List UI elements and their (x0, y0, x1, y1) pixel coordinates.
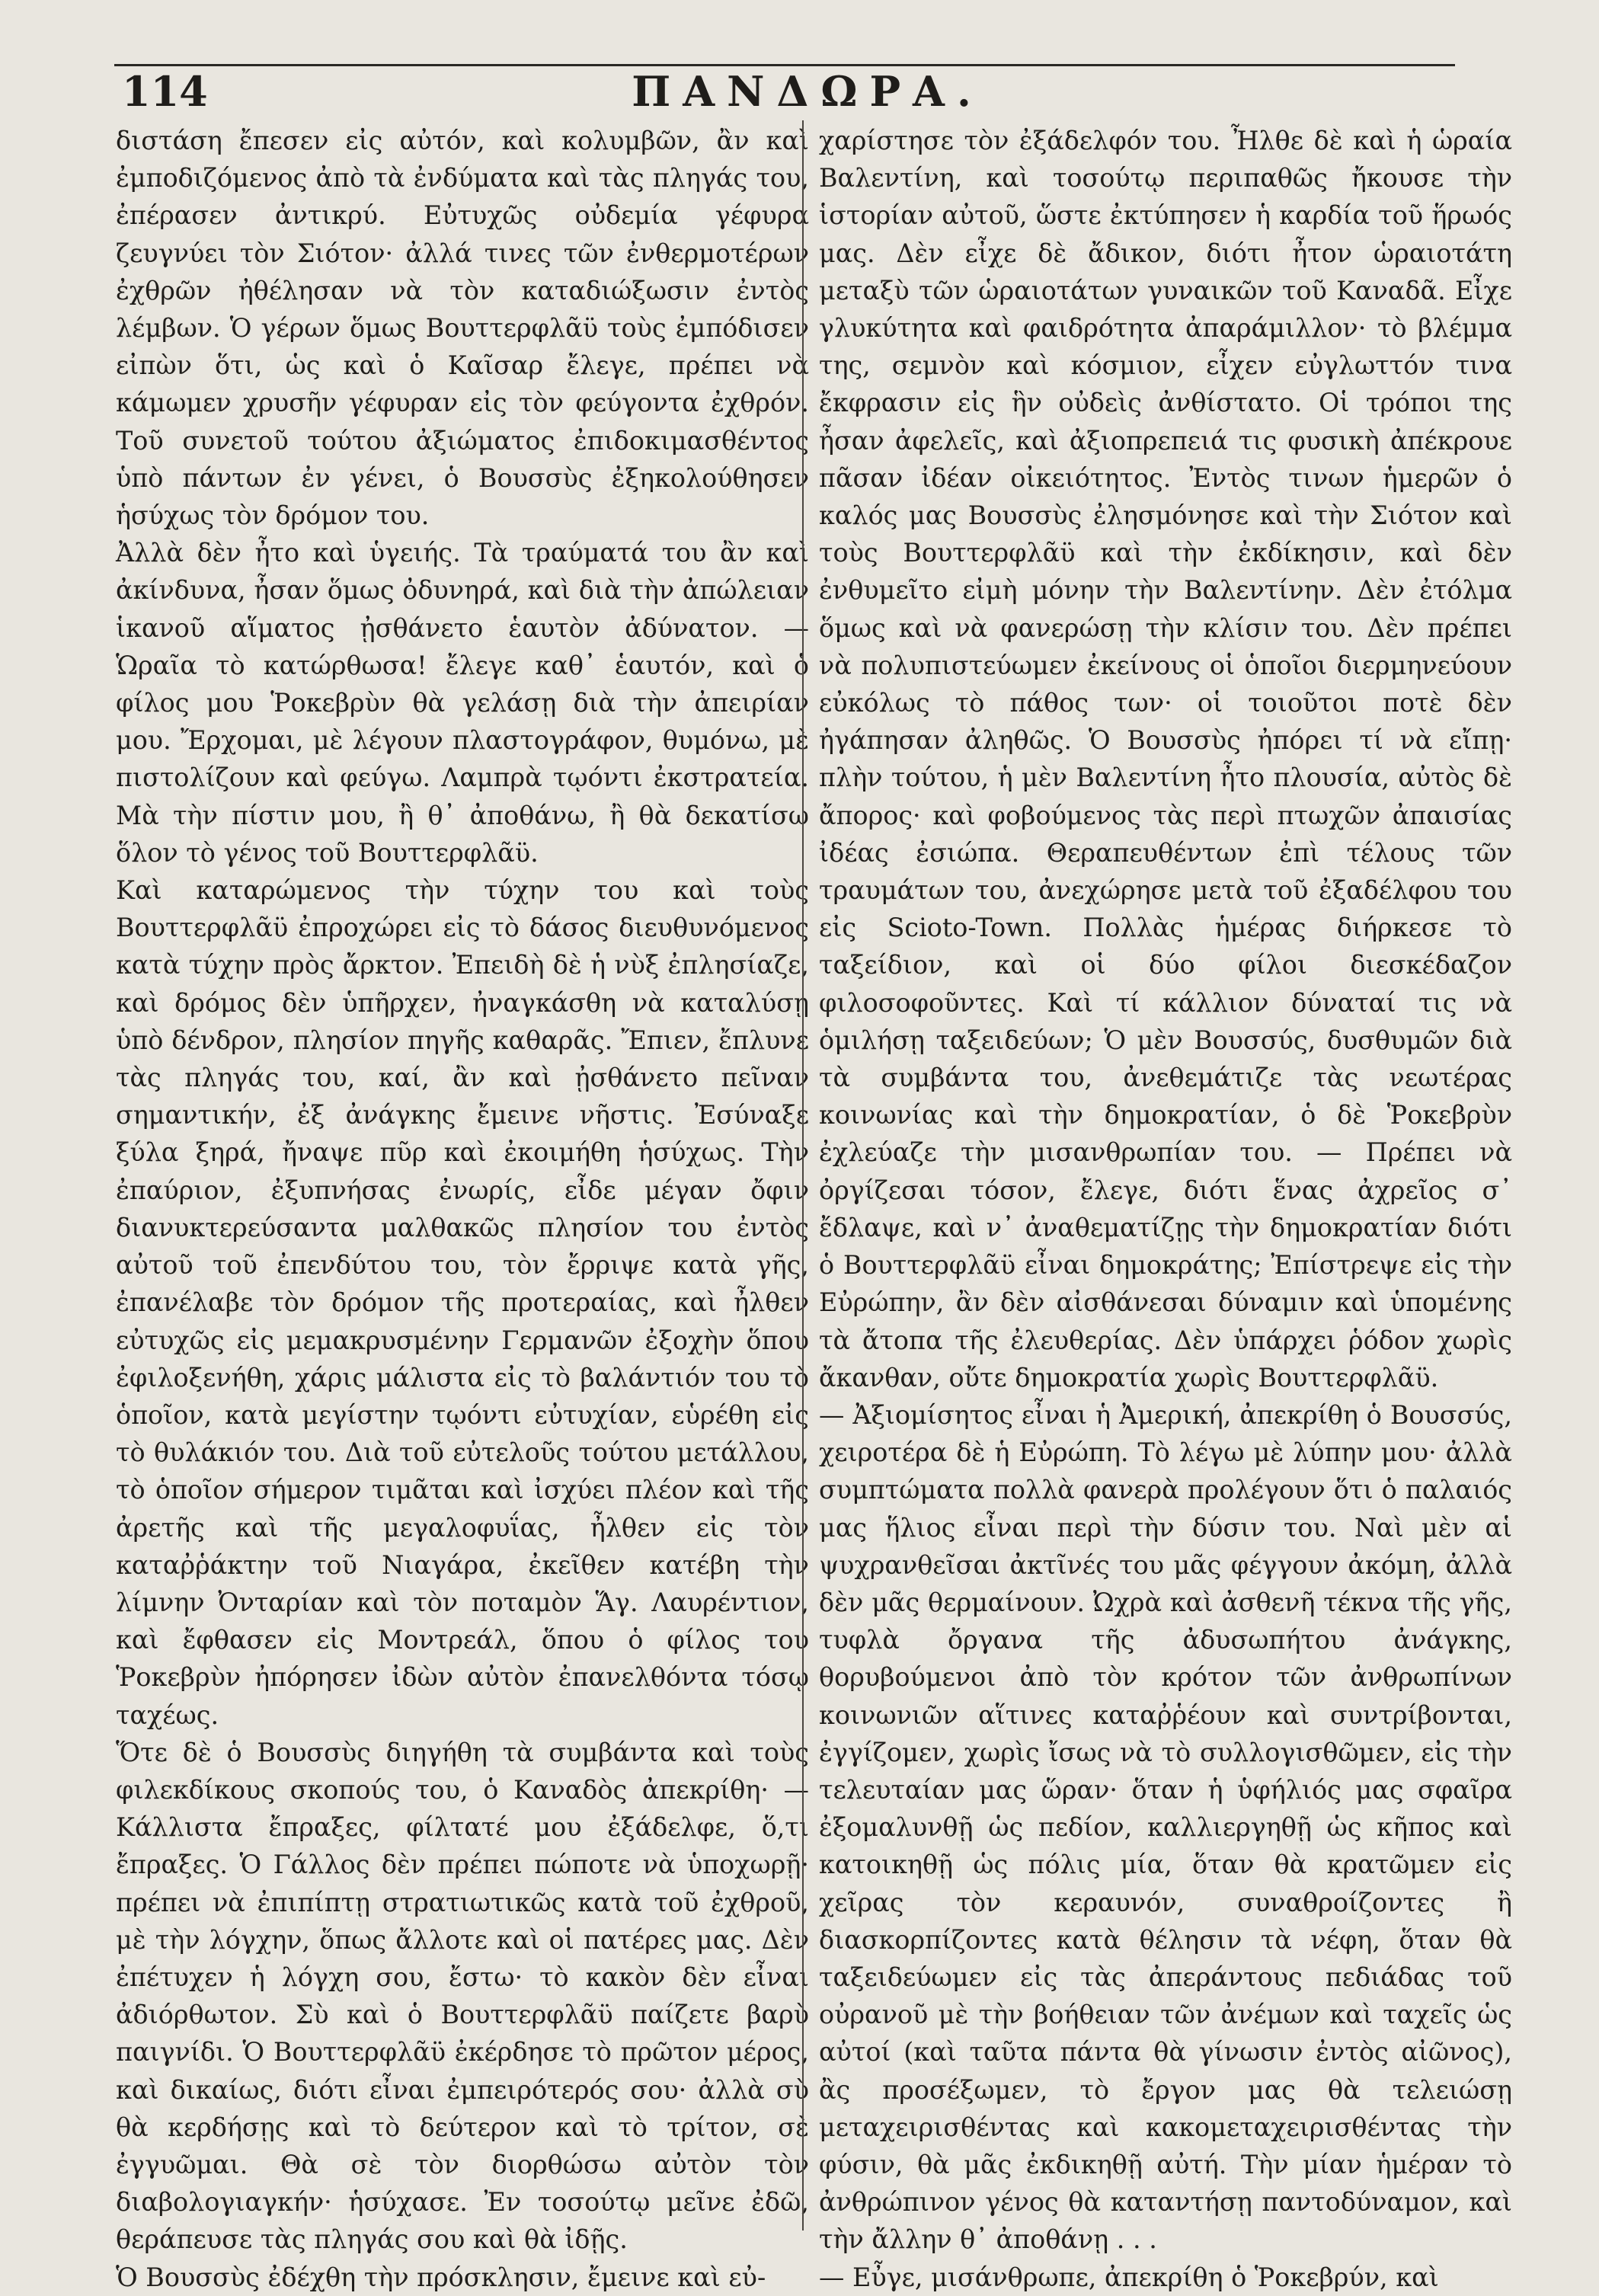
paragraph: — Ἀξιομίσητος εἶναι ἡ Ἀμερική, ἀπεκρίθη ὁ Βουσσύς, χειροτέρα δὲ ἡ Εὐρώπη. Τὸ λέγω μὲ λύπην μου· ἀλλὰ συμπτώματα πολλὰ φανερὰ προλέγουν ὅτι ὁ παλαιός μας ἥλιος εἶναι περὶ τὴν δύσιν του. Ναὶ μὲν αἱ ψυχρανθεῖσαι ἀκτῖνές του μᾶς φέγγουν ἀκόμη, ἀλλὰ δὲν μᾶς θερμαίνουν. Ὠχρὰ καὶ ἀσθενῆ τέκνα τῆς γῆς, τυφλὰ ὄργανα τῆς ἀδυσωπήτου ἀνάγκης, θορυβούμενοι ἀπὸ τὸν κρότον τῶν ἀνθρωπίνων κοινωνιῶν αἵτινες καταῤῥέουν καὶ συντρίβονται, ἐγγίζομεν, χωρὶς ἴσως νὰ τὸ συλλογισθῶμεν, εἰς τὴν τελευταίαν μας ὥραν· ὅταν ἡ ὑφήλιός μας σφαῖρα ἐξομαλυνθῇ ὡς πεδίον, καλλιεργηθῇ ὡς κῆπος καὶ κατοικηθῇ ὡς πόλις μία, ὅταν θὰ κρατῶμεν εἰς χεῖρας τὸν κεραυνόν, συναθροίζοντες ἢ διασκορπίζοντες κατὰ θέλησιν τὰ νέφη, ὅταν θὰ ταξειδεύωμεν εἰς τὰς ἀπεράντους πεδιάδας τοῦ οὐρανοῦ μὲ τὴν βοήθειαν τῶν ἀνέμων καὶ ταχεῖς ὡς αὐτοί (καὶ ταῦτα πάντα θὰ γίνωσιν ἐντὸς αἰῶνος), ἂς προσέξωμεν, τὸ ἔργον μας θὰ τελειώσῃ μεταχειρισθέντας καὶ κακομεταχειρισθέντας τὴν φύσιν, θὰ μᾶς ἐκδικηθῇ αὐτή. Τὴν μίαν ἡμέραν τὸ ἀνθρώπινον γένος θὰ καταντήσῃ παντοδύναμον, καὶ τὴν ἄλλην θ᾽ ἀποθάνῃ . . . (819, 1399, 1512, 2255)
running-title: ΠΑΝΔΩΡΑ. (632, 67, 983, 116)
paragraph: Ὅτε δὲ ὁ Βουσσὺς διηγήθη τὰ συμβάντα καὶ τοὺς φιλεκδίκους σκοπούς του, ὁ Καναδὸς ἀπεκρίθη· — Κάλλιστα ἔπραξες, φίλτατέ μου ἐξάδελφε, ὅ,τι ἔπραξες. Ὁ Γάλλος δὲν πρέπει πώποτε νὰ ὑποχωρῇ· πρέπει νὰ ἐπιπίπτῃ στρατιωτικῶς κατὰ τοῦ ἐχθροῦ, μὲ τὴν λόγχην, ὅπως ἄλλοτε καὶ οἱ πατέρες μας. Δὲν ἐπέτυχεν ἡ λόγχη σου, ἔστω· τὸ κακὸν δὲν εἶναι ἀδιόρθωτον. Σὺ καὶ ὁ Βουττερφλᾶϋ παίζετε βαρὺ παιγνίδι. Ὁ Βουττερφλᾶϋ ἐκέρδησε τὸ πρῶτον μέρος, καὶ δικαίως, διότι εἶναι ἐμπειρότερός σου· ἀλλὰ σὺ θὰ κερδήσῃς καὶ τὸ δεύτερον καὶ τὸ τρίτον, σὲ ἐγγυῶμαι. Θὰ σὲ τὸν διορθώσω αὐτὸν τὸν διαβολογιαγκήν· ἡσύχασε. Ἐν τοσούτῳ μεῖνε ἐδῶ, θεράπευσε τὰς πληγάς σου καὶ θὰ ἰδῇς. (116, 1737, 809, 2255)
column-divider (802, 120, 804, 2230)
paragraph: — Εὖγε, μισάνθρωπε, ἀπεκρίθη ὁ Ῥοκεβρύν, καὶ (819, 2262, 1439, 2292)
paragraph: Ἀλλὰ δὲν ἦτο καὶ ὑγειής. Τὰ τραύματά του ἂν καὶ ἀκίνδυνα, ἦσαν ὅμως ὀδυνηρά, καὶ διὰ τὴν ἀπώλειαν ἱκανοῦ αἵματος ᾐσθάνετο ἑαυτὸν ἀδύνατον. — Ὡραῖα τὸ κατώρθωσα! ἔλεγε καθ᾽ ἑαυτόν, καὶ ὁ φίλος μου Ῥοκεβρὺν θὰ γελάσῃ διὰ τὴν ἀπειρίαν μου. Ἔρχομαι, μὲ λέγουν πλαστογράφον, θυμόνω, μὲ πιστολίζουν καὶ φεύγω. Λαμπρὰ τῳόντι ἐκστρατεία. Μὰ τὴν πίστιν μου, ἢ θ᾽ ἀποθάνω, ἢ θὰ δεκατίσω ὅλον τὸ γένος τοῦ Βουττερφλᾶϋ. (116, 538, 809, 868)
paragraph: Ὁ Βουσσὺς ἐδέχθη τὴν πρόσκλησιν, ἔμεινε καὶ εὐ- (116, 2262, 766, 2292)
paragraph: διστάση ἔπεσεν εἰς αὐτόν, καὶ κολυμβῶν, ἂν καὶ ἐμποδιζόμενος ἀπὸ τὰ ἐνδύματα καὶ τὰς πληγάς του, ἐπέρασεν ἀντικρύ. Εὐτυχῶς οὐδεμία γέφυρα ζευγνύει τὸν Σιότον· ἀλλά τινες τῶν ἐνθερμοτέρων ἐχθρῶν ἠθέλησαν νὰ τὸν καταδιώξωσιν ἐντὸς λέμβων. Ὁ γέρων ὅμως Βουττερφλᾶϋ τοὺς ἐμπόδισεν εἰπὼν ὅτι, ὡς καὶ ὁ Καῖσαρ ἔλεγε, πρέπει νὰ κάμωμεν χρυσῆν γέφυραν εἰς τὸν φεύγοντα ἐχθρόν. Τοῦ συνετοῦ τούτου ἀξιώματος ἐπιδοκιμασθέντος ὑπὸ πάντων ἐν γένει, ὁ Βουσσὺς ἐξηκολούθησεν ἡσύχως τὸν δρόμον του. (116, 126, 809, 531)
paragraph: χαρίστησε τὸν ἐξάδελφόν του. Ἦλθε δὲ καὶ ἡ ὡραία Βαλεντίνη, καὶ τοσούτῳ περιπαθῶς ἤκουσε τὴν ἱστορίαν αὐτοῦ, ὥστε ἐκτύπησεν ἡ καρδία τοῦ ἥρωός μας. Δὲν εἶχε δὲ ἄδικον, διότι ἦτον ὡραιοτάτη μεταξὺ τῶν ὡραιοτάτων γυναικῶν τοῦ Καναδᾶ. Εἶχε γλυκύτητα καὶ φαιδρότητα ἀπαράμιλλον· τὸ βλέμμα της, σεμνὸν καὶ κόσμιον, εἶχεν εὐγλωττόν τινα ἔκφρασιν εἰς ἣν οὐδεὶς ἀνθίστατο. Οἱ τρόποι της ἦσαν ἀφελεῖς, καὶ ἀξιοπρεπειά τις φυσικὴ ἀπέκρουε πᾶσαν ἰδέαν οἰκειότητος. Ἐντὸς τινων ἡμερῶν ὁ καλός μας Βουσσὺς ἐλησμόνησε καὶ τὴν Σιότον καὶ τοὺς Βουττερφλᾶϋ καὶ τὴν ἐκδίκησιν, καὶ δὲν ἐνθυμεῖτο εἰμὴ μόνην τὴν Βαλεντίνην. Δὲν ἐτόλμα ὅμως καὶ νὰ φανερώσῃ τὴν κλίσιν του. Δὲν πρέπει νὰ πολυπιστεύωμεν ἐκείνους οἱ ὁποῖοι διερμηνεύουν εὐκόλως τὸ πάθος των· οἱ τοιοῦτοι ποτὲ δὲν ἠγάπησαν ἀληθῶς. Ὁ Βουσσὺς ἠπόρει τί νὰ εἴπῃ· πλὴν τούτου, ἡ μὲν Βαλεντίνη ἦτο πλουσία, αὐτὸς δὲ ἄπορος· καὶ φοβούμενος τὰς περὶ πτωχῶν ἀπαισίας ἰδέας ἐσιώπα. Θεραπευθέντων ἐπὶ τέλους τῶν τραυμάτων του, ἀνεχώρησε μετὰ τοῦ ἐξαδέλφου του εἰς Scioto-Town. Πολλὰς ἡμέρας διήρκεσε τὸ ταξείδιον, καὶ οἱ δύο φίλοι διεσκέδαζον φιλοσοφοῦντες. Καὶ τί κάλλιον δύναταί τις νὰ ὁμιλήσῃ ταξειδεύων; Ὁ μὲν Βουσσύς, δυσθυμῶν διὰ τὰ συμβάντα του, ἀνεθεμάτιζε τὰς νεωτέρας κοινωνίας καὶ τὴν δημοκρατίαν, ὁ δὲ Ῥοκεβρὺν ἐχλεύαζε τὴν μισανθρωπίαν του. — Πρέπει νὰ ὀργίζεσαι τόσον, ἔλεγε, διότι ἕνας ἀχρεῖος σ᾽ ἔδλαψε, καὶ ν᾽ ἀναθεματίζῃς τὴν δημοκρατίαν διότι ὁ Βουττερφλᾶϋ εἶναι δημοκράτης; Ἐπίστρεψε εἰς τὴν Εὐρώπην, ἂν δὲν αἰσθάνεσαι δύναμιν καὶ ὑπομένης τὰ ἄτοπα τῆς ἐλευθερίας. Δὲν ὑπάρχει ῥόδον χωρὶς ἄκανθαν, οὔτε δημοκρατία χωρὶς Βουττερφλᾶϋ. (819, 126, 1512, 1393)
page-number: 114 (122, 67, 208, 116)
paragraph: Καὶ καταρώμενος τὴν τύχην του καὶ τοὺς Βουττερφλᾶϋ ἐπροχώρει εἰς τὸ δάσος διευθυνόμενος κατὰ τύχην πρὸς ἄρκτον. Ἐπειδὴ δὲ ἡ νὺξ ἐπλησίαζε, καὶ δρόμος δὲν ὑπῆρχεν, ἠναγκάσθη νὰ καταλύσῃ ὑπὸ δένδρον, πλησίον πηγῆς καθαρᾶς. Ἔπιεν, ἔπλυνε τὰς πληγάς του, καί, ἂν καὶ ᾐσθάνετο πεῖναν σημαντικήν, ἐξ ἀνάγκης ἔμεινε νῆστις. Ἐσύναξε ξύλα ξηρά, ἤναψε πῦρ καὶ ἐκοιμήθη ἡσύχως. Τὴν ἐπαύριον, ἐξυπνήσας ἐνωρίς, εἶδε μέγαν ὄφιν διανυκτερεύσαντα μαλθακῶς πλησίον του ἐντὸς αὐτοῦ τοῦ ἐπενδύτου του, τὸν ἔρριψε κατὰ γῆς, ἐπανέλαβε τὸν δρόμον τῆς προτεραίας, καὶ ἦλθεν εὐτυχῶς εἰς μεμακρυσμένην Γερμανῶν ἐξοχὴν ὅπου ἐφιλοξενήθη, χάρις μάλιστα εἰς τὸ βαλάντιόν του τὸ ὁποῖον, κατὰ μεγίστην τῳόντι εὐτυχίαν, εὑρέθη εἰς τὸ θυλάκιόν του. Διὰ τοῦ εὐτελοῦς τούτου μετάλλου, τὸ ὁποῖον σήμερον τιμᾶται καὶ ἰσχύει πλέον καὶ τῆς ἀρετῆς καὶ τῆς μεγαλοφυΐας, ἦλθεν εἰς τὸν καταῤῥάκτην τοῦ Νιαγάρα, ἐκεῖθεν κατέβη τὴν λίμνην Ὀνταρίαν καὶ τὸν ποταμὸν Ἅγ. Λαυρέντιον, καὶ ἔφθασεν εἰς Μοντρεάλ, ὅπου ὁ φίλος του Ῥοκεβρὺν ἠπόρησεν ἰδὼν αὐτὸν ἐπανελθόντα τόσῳ ταχέως. (116, 875, 809, 1730)
header-rule (114, 64, 1455, 66)
left-column (116, 122, 809, 2296)
right-column (819, 122, 1512, 2296)
